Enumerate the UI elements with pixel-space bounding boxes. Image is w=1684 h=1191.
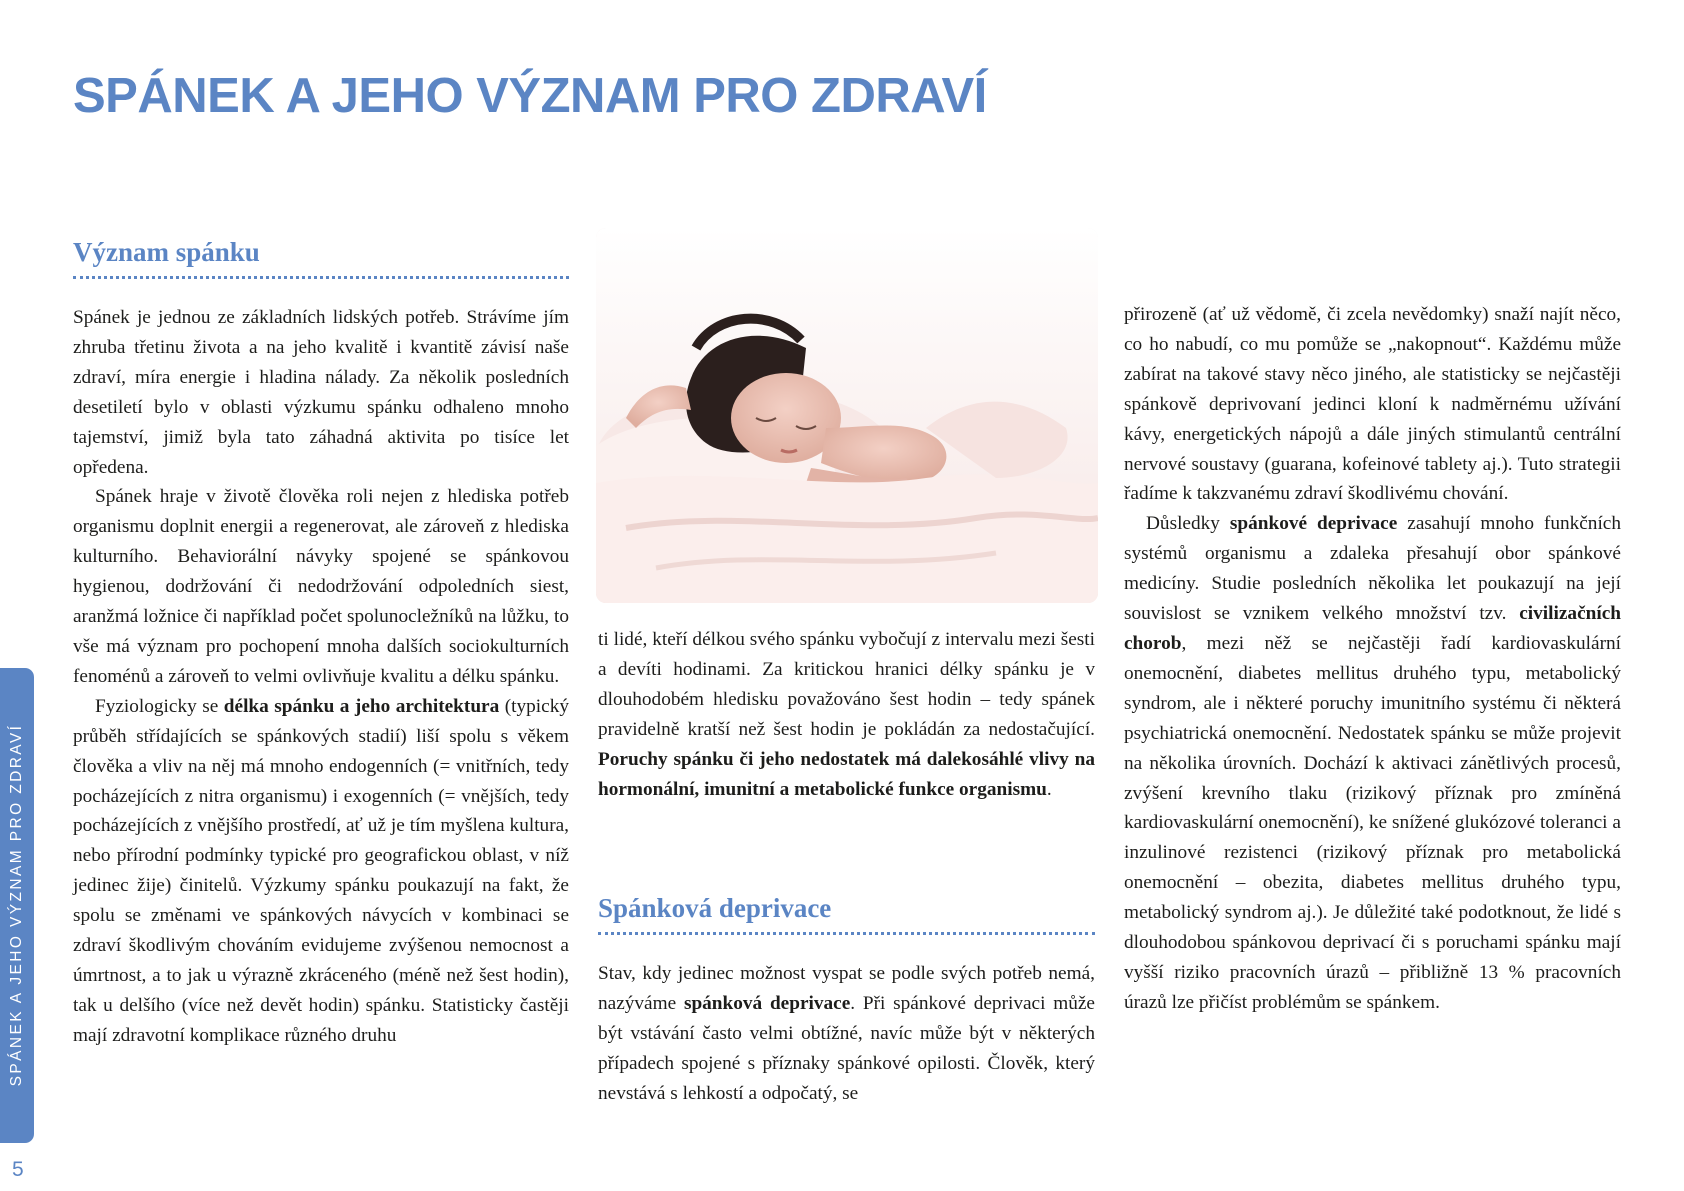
side-chapter-label: SPÁNEK A JEHO VÝZNAM PRO ZDRAVÍ	[8, 723, 25, 1087]
text-run: , mezi něž se nejčastěji řadí kardiovaskulární onemocnění, diabetes mellitus druhého typu, metabolický syndrom, ale i některé poruchy imunitního systému či některá psychiatrická onemocnění. Nedostatek spánku se může projevit na několika úrovních. Dochází k aktivaci zánětlivých procesů, zvýšení krevního tlaku (rizikový příznak pro zmíněná kardiovaskulární onemocnění), ke snížené glukózové toleranci a inzulinové rezistenci (rizikový příznak pro metabolická onemocnění – obezita, diabetes mellitus druhého typu, metabolický syndrom aj.). Je důležité také podotknout, že lidé s dlouhodobou spánkovou deprivací či s poruchami spánku mají vyšší riziko pracovních úrazů – přibližně 13 % pracovních úrazů lze přičíst problémům se spánkem.	[1124, 632, 1621, 1013]
text-run: zasahují mnoho funkčních systémů organismu a zdaleka přesahují obor spánkové medicíny. Studie posledních několika let poukazují na její souvislost se vznikem velkého množství tzv.	[1124, 513, 1622, 625]
text-run: .	[1046, 778, 1052, 800]
text-run: ti lidé, kteří délkou svého spánku vybočují z intervalu mezi šesti a devíti hodinami. Za kritickou hranici délky spánku je v dlouhodobém hledisku považováno šest hodin – tedy spánek pravidelně kratší než šest hodin je pokládán za nedostačující.	[598, 629, 1095, 740]
page-title: SPÁNEK A JEHO VÝZNAM PRO ZDRAVÍ	[73, 69, 987, 123]
bold-phrase: spánková deprivace	[683, 992, 851, 1014]
section-heading-spankova-deprivace: Spánková deprivace	[598, 893, 832, 923]
column-left	[73, 234, 569, 1051]
paragraph	[1124, 509, 1621, 1017]
bold-phrase: Poruchy spánku či jeho nedostatek má dalekosáhlé vlivy na hormonální, imunitní a metabolické funkce organismu	[598, 748, 1095, 800]
paragraph	[73, 692, 569, 1051]
bold-phrase: délka spánku a jeho architektura	[223, 695, 500, 717]
paragraph	[598, 625, 1095, 804]
bold-phrase: spánkové deprivace	[1229, 513, 1398, 535]
page-number: 5	[12, 1158, 24, 1181]
text-run: Stav, kdy jedinec možnost vyspat se podle svých potřeb nemá, nazýváme	[598, 963, 1095, 1014]
paragraph: Spánek je jednou ze základních lidských potřeb. Strávíme jím zhruba třetinu života a na jeho kvalitě i kvantitě závisí naše zdraví, míra energie i hladina nálady. Za několik posledních desetiletí bylo v oblasti výzkumu spánku odhaleno mnoho tajemství, jimiž byla tato záhadná aktivita po tisíce let opředena.	[73, 307, 569, 478]
text-run: Důsledky	[1146, 513, 1230, 535]
paragraph	[598, 959, 1095, 1109]
dotted-divider	[598, 932, 1095, 935]
dotted-divider	[73, 276, 569, 279]
sleeping-woman-photo	[596, 228, 1098, 603]
column-right	[1124, 300, 1621, 1018]
section-heading-vyznam-spanku: Význam spánku	[73, 237, 260, 267]
column-middle-top	[598, 625, 1095, 804]
paragraph: Spánek hraje v životě člověka roli nejen z hlediska potřeb organismu doplnit energii a regenerovat, ale zároveň z hlediska kulturního. Behaviorální návyky spojené se spánkovou hygienou, dodržování či nedodržování odpoledních siest, aranžmá ložnice či například počet spolunocležníků na lůžku, to vše má význam pro pochopení mnoha dalších sociokulturních fenoménů a zároveň to velmi ovlivňuje kvalitu a délku spánku.	[73, 486, 569, 687]
paragraph: přirozeně (ať už vědomě, či zcela nevědomky) snaží najít něco, co ho nabudí, co mu pomůže se „nakopnout“. Každému může zabírat na takové stavy něco jiného, ale statisticky se nejčastěji spánkově deprivovaní jedinci kloní k nadměrnému užívání kávy, energetických nápojů a dále jiných stimulantů centrální nervové soustavy (guarana, kofeinové tablety aj.). Tuto strategii řadíme k takzvanému zdraví škodlivému chování.	[1124, 304, 1621, 505]
text-run: Fyziologicky se	[95, 695, 224, 717]
column-middle-bottom	[598, 890, 1095, 1109]
photo-illustration	[596, 228, 1098, 603]
bold-phrase: civilizačních chorob	[1124, 603, 1621, 654]
text-run: . Při spánkové deprivaci může být vstávání často velmi obtížné, navíc může být v některých případech spojené s příznaky spánkové opilosti. Člověk, který nevstává s lehkostí a odpočatý, se	[598, 992, 1095, 1104]
text-run: (typický průběh střídajících se spánkových stadií) liší spolu s věkem člověka a vliv na něj má mnoho endogenních (= vnitřních, tedy pocházejících z nitra organismu) i exogenních (= vnějších, tedy pocházejících z vnějšího prostředí, ať už je tím myšlena kultura, nebo přírodní podmínky typické pro geografickou oblast, v níž jedinec žije) činitelů. Výzkumy spánku poukazují na fakt, že spolu se změnami ve spánkových návycích v kombinaci se zdraví škodlivým chováním evidujeme zvýšenou nemocnost a úmrtnost, a to jak u výrazně zkráceného (méně než šest hodin), tak u delšího (více než devět hodin) spánku. Statisticky častěji mají zdravotní komplikace různého druhu	[73, 695, 569, 1046]
